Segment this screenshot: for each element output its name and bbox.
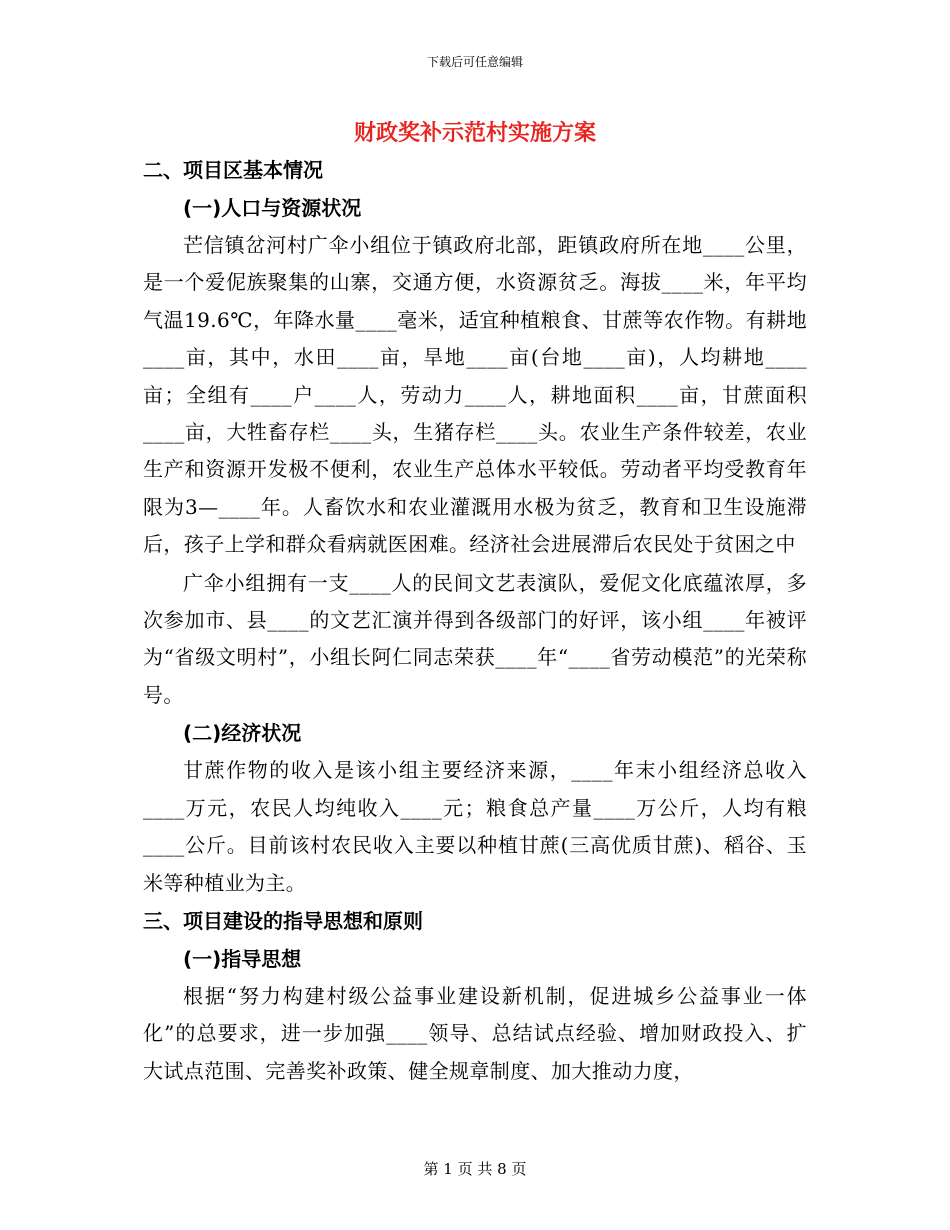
document-body bbox=[143, 151, 807, 1090]
paragraph-population-1: 芒信镇岔河村广伞小组位于镇政府北部，距镇政府所在地____公里，是一个爱伲族聚集的山寨，交通方便，水资源贫乏。海拔____米，年平均气温19.6℃，年降水量____毫米，适宜种植粮食、甘蔗等农作物。有耕地____亩，其中，水田____亩，旱地____亩(台地____亩)，人均耕地____亩；全组有____户____人，劳动力____人，耕地面积____亩，甘蔗面积____亩，大牲畜存栏____头，生猪存栏____头。农业生产条件较差，农业生产和资源开发极不便利，农业生产总体水平较低。劳动者平均受教育年限为3—____年。人畜饮水和农业灌溉用水极为贫乏，教育和卫生设施滞后，孩子上学和群众看病就医困难。经济社会进展滞后农民处于贫困之中 bbox=[143, 233, 807, 557]
page-footer: 第 1 页 共 8 页 bbox=[423, 1160, 527, 1178]
subsection-heading-guiding: (一)指导思想 bbox=[183, 946, 302, 971]
document-title: 财政奖补示范村实施方案 bbox=[353, 121, 596, 146]
paragraph-guiding: 根据“努力构建村级公益事业建设新机制，促进城乡公益事业一体化”的总要求，进一步加强____领导、总结试点经验、增加财政投入、扩大试点范围、完善奖补政策、健全规章制度、加大推动力度， bbox=[143, 983, 807, 1083]
section-heading-2: 二、项目区基本情况 bbox=[143, 158, 323, 182]
paragraph-economy: 甘蔗作物的收入是该小组主要经济来源，____年末小组经济总收入____万元，农民人均纯收入____元；粮食总产量____万公斤，人均有粮____公斤。目前该村农民收入主要以种植甘蔗(三高优质甘蔗)、稻谷、玉米等种植业为主。 bbox=[143, 758, 807, 895]
paragraph-population-2: 广伞小组拥有一支____人的民间文艺表演队，爱伲文化底蕴浓厚，多次参加市、县____的文艺汇演并得到各级部门的好评，该小组____年被评为“省级文明村”，小组长阿仁同志荣获____年“____省劳动模范”的光荣称号。 bbox=[143, 570, 807, 707]
subsection-heading-economy: (二)经济状况 bbox=[183, 721, 302, 746]
section-heading-3: 三、项目建设的指导思想和原则 bbox=[143, 908, 423, 933]
subsection-heading-population: (一)人口与资源状况 bbox=[183, 196, 362, 220]
header-note: 下载后可任意编辑 bbox=[426, 55, 523, 69]
